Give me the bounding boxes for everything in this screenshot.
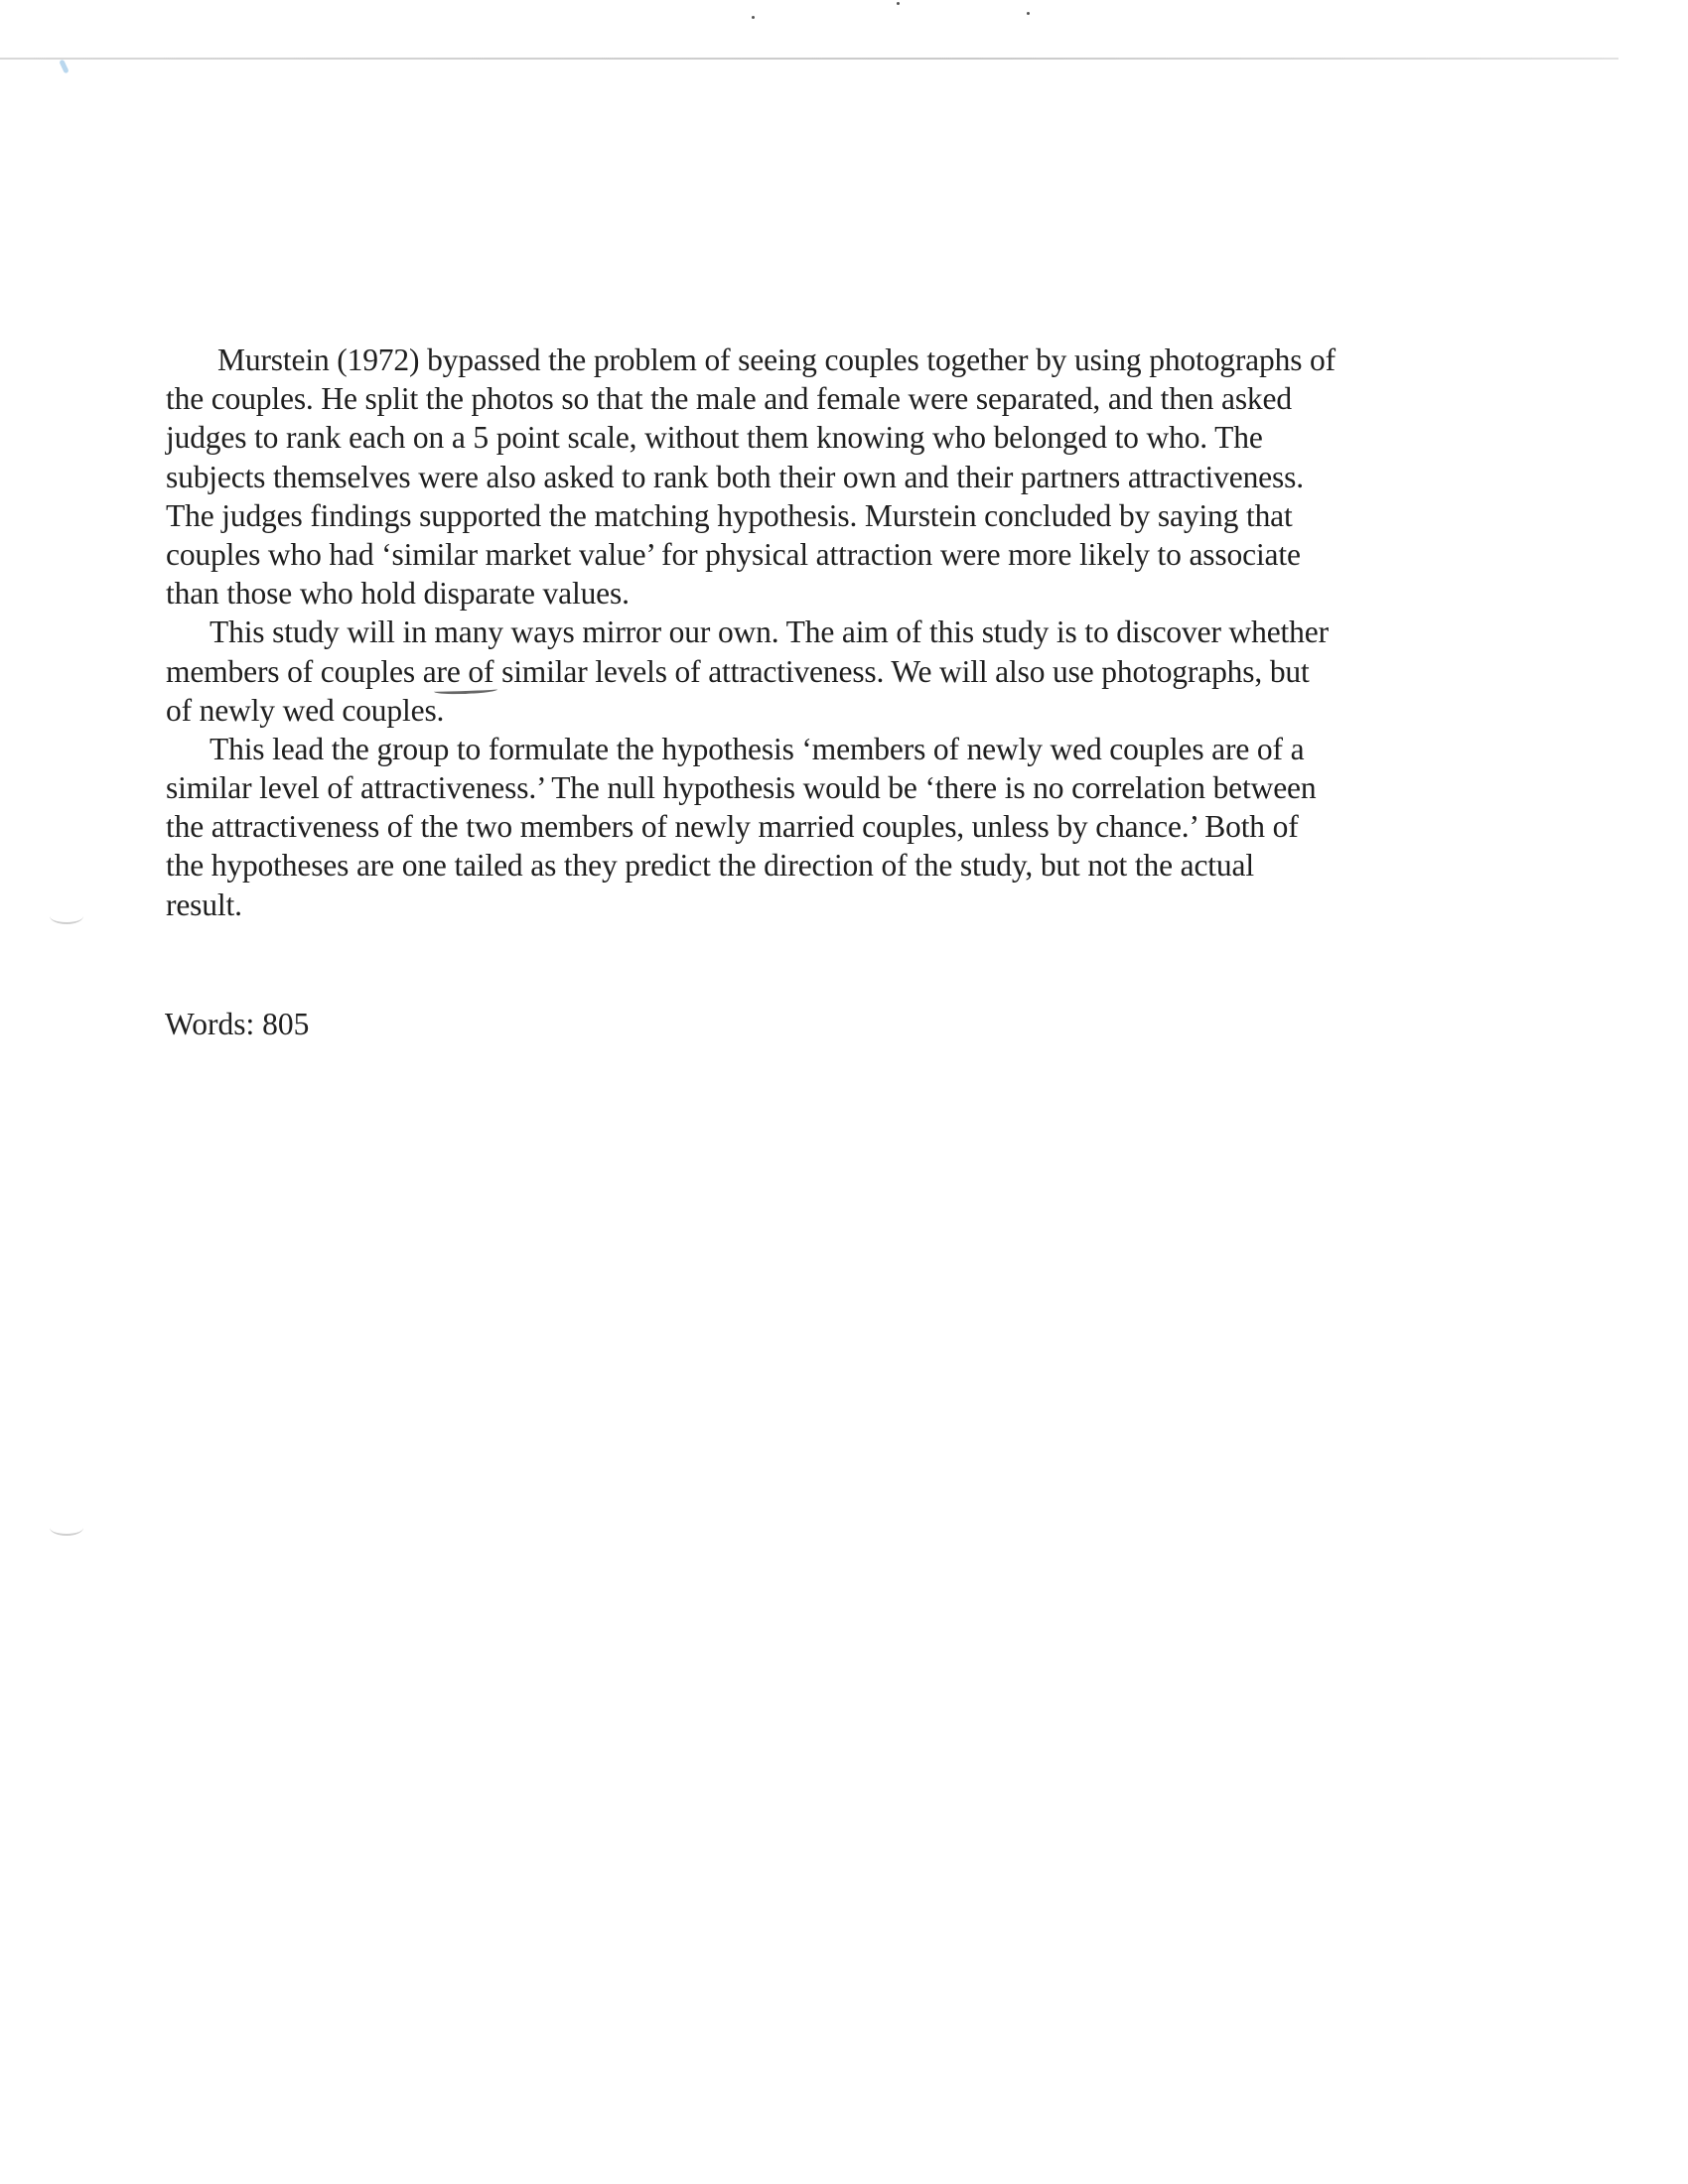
text-line: of newly wed couples. (166, 692, 445, 728)
text-line: couples who had ‘similar market value’ for physical attraction were more likely to associate (166, 536, 1301, 572)
document-body (166, 341, 1417, 924)
text-line: subjects themselves were also asked to rank both their own and their partners attractiveness. (166, 459, 1304, 494)
text-line: judges to rank each on a 5 point scale, without them knowing who belonged to who. The (166, 420, 1263, 456)
paragraph (166, 730, 1417, 924)
scan-artifact-mark (59, 60, 69, 74)
text-line: the couples. He split the photos so that the male and female were separated, and then asked (166, 381, 1292, 417)
text-line: similar level of attractiveness.’ The null hypothesis would be ‘there is no correlation between (166, 770, 1317, 806)
text-line: members of couples are of similar levels of attractiveness. We will also use photographs, but (166, 653, 1310, 689)
scan-speck (1027, 12, 1030, 15)
text-line: than those who hold disparate values. (166, 576, 630, 612)
scan-edge-line (0, 58, 1618, 60)
paragraph (166, 613, 1417, 730)
word-count: Words: 805 (165, 1007, 310, 1041)
scan-speck (897, 2, 900, 5)
text-line: This study will in many ways mirror our own. The aim of this study is to discover whether (210, 614, 1329, 650)
text-line: The judges findings supported the matching hypothesis. Murstein concluded by saying that (166, 497, 1293, 533)
paragraph (166, 341, 1417, 613)
punch-hole-mark (50, 908, 83, 924)
punch-hole-mark (50, 1520, 83, 1536)
text-line: result. (166, 887, 242, 922)
text-line: This lead the group to formulate the hypothesis ‘members of newly wed couples are of a (210, 731, 1305, 766)
text-line: the hypotheses are one tailed as they predict the direction of the study, but not the actual (166, 848, 1254, 884)
text-line: Murstein (1972) bypassed the problem of seeing couples together by using photographs of (217, 342, 1336, 377)
text-line: the attractiveness of the two members of newly married couples, unless by chance.’ Both of (166, 809, 1299, 845)
scan-speck (752, 16, 755, 19)
